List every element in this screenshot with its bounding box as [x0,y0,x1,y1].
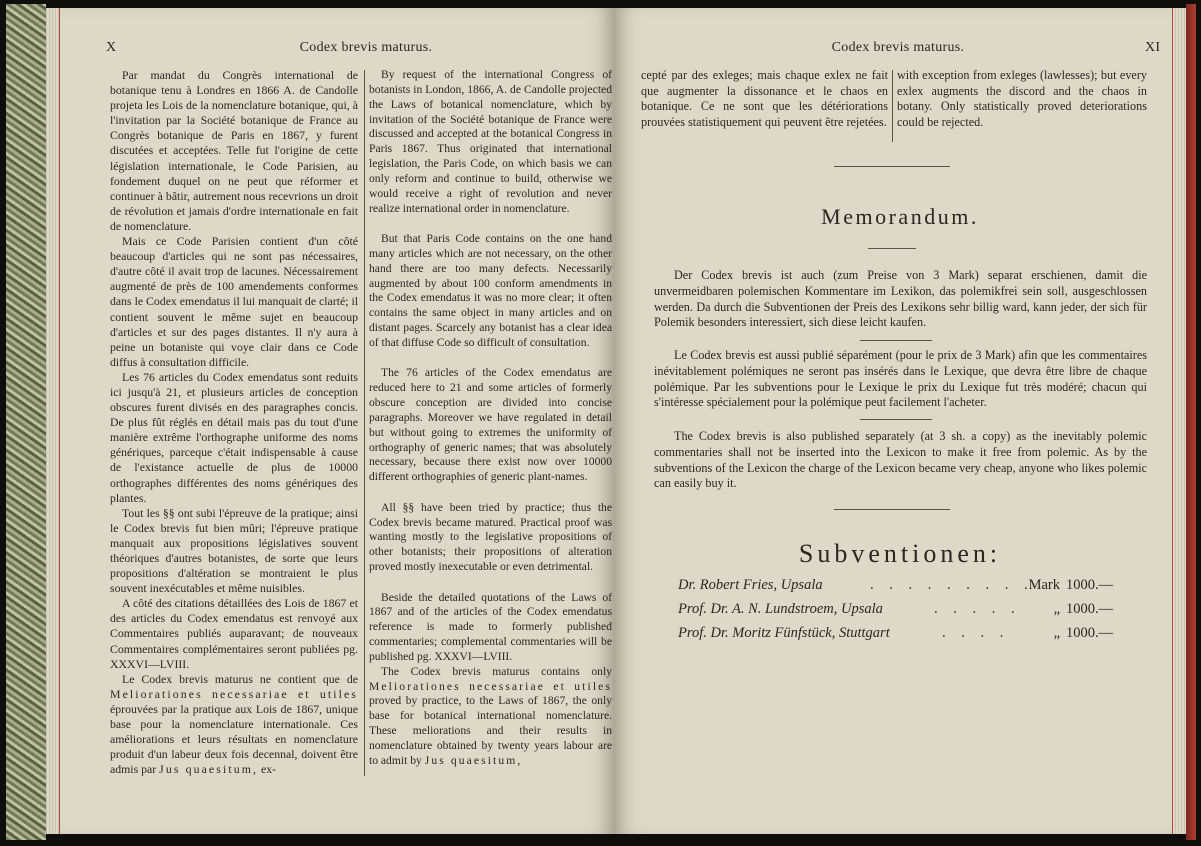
paragraph: cepté par des exleges; mais chaque exlex ne fait que augmenter la dissonance et le chaos en botanique. Ce ne sont que les détériorations prouvées statistiquement qui peuvent être rejetées. [641,68,888,129]
page-number-right: XI [1145,40,1161,55]
paragraph: The 76 articles of the Codex emendatus are reduced here to 21 and some articles of formerly obscure conception are divided into concise paragraphs. Moreover we have regulated in detail but without going to extremes the uniformity of orthography of generic names; that was absolutely necessary, because there exist now over 10000 different orthographies of generic plant-names. [369,366,612,484]
english-continuation [897,68,1147,130]
paragraph: Les 76 articles du Codex emendatus sont reduits ici jusqu'à 21, et plusieurs articles de conception obscures furent divisés en des paragraphes concis. De plus fût réglés en détail mais pas du tout d'une manière extrême l'orthographe uniforme des noms génériques, parceque c'était indispensable à cause de l'existance actuelle de plus de 10000 orthographes différentes des noms génériques des plantes. [110,369,358,505]
spaced-latin-phrase: Jus quaesitum, [424,753,523,767]
donor-row [678,577,1128,597]
paragraph: Par mandat du Congrès international de botanique tenu à Londres en 1866 A. de Candolle projeta les Lois de la nomenclature botanique, qui, à l'invitation par la Société botanique de France au Congrès botanique de Paris en 1867, y furent discutées et acceptées. Telle fut l'origine de cette législation internationale, le Code Parisien, au fondement duquel on ne peut que réformer et continuer à bâtir, autrement nous recevrions un droit de révolution et jamais d'ordre internationale en fait de nomenclature. [110,68,358,233]
section-rule [834,166,950,167]
column-divider [364,70,365,776]
running-head-right: Codex brevis maturus. [831,40,965,55]
page-edge [1172,8,1186,834]
paragraph-tail: éprouvées par la pratique aux Lois de 1867, unique base pour la nomenclature internationale. Ces améliorations et leurs résultats en nomenclature produit d'un labeur deux fois decennal, doivent être admis par [110,701,358,777]
paragraph: Tout les §§ ont subi l'épreuve de la pratique; ainsi le Codex brevis fut bien mûri; l'épreuve pratique manquait aux propositions législatives souvent théoriques d'autres botanistes, de sorte que leurs propositions d'altération se montraient le plus souvent inexécutables et même nuisibles. [110,505,358,596]
paragraph: By request of the international Congress of botanists in London, 1866, A. de Candolle projected the Laws of botanical nomenclature, which by invitation of the Société botanique de France were discussed and accepted at the botanical Congress in Paris 1867. Thus originated that international legislation, the Paris Code, on which basis we can only reform and continue to build, otherwise we would receive a right of revolution and never realize international order in nomenclature. [369,68,612,215]
paragraph [369,665,612,769]
donor-name: Prof. Dr. Moritz Fünfstück, Stuttgart [678,625,890,641]
paragraph: All §§ have been tried by practice; thus the Codex brevis became matured. Practical proof was wanting mostly to the legislative propositions of other botanists; their propositions of alteration proved mostly inexecutable or even detrimental. [369,500,612,574]
book-binding-right [1186,4,1196,840]
leader-dots: . . . . . [934,601,1021,617]
paragraph: Mais ce Code Parisien contient d'un côté beaucoup d'articles qui ne sont pas nécessaires, d'autre côté il avait trop de lacunes. Nécessairement augmenté de près de 100 amendements conformes dans le Codex emendatus il lui manquait de clarté; il contient souvent le même sujet en beaucoup d'articles et sur des pages distantes. Il n'y aura à peine un botaniste qui voye clair dans ce Code diffus à consultation difficile. [110,234,358,369]
subventionen-title: Subventionen: [798,539,1002,568]
donor-amount: 1000.— [1066,625,1114,641]
hyphenated-word: ex- [260,762,277,777]
donor-unit: „ [1053,625,1060,641]
donor-row [678,625,1128,645]
paragraph-tail: proved by practice, to the Laws of 1867, the only base for botanical international nomenclature. These meliorations and their results in nomenclature obtained by twenty years labour are to admit by [369,694,612,767]
french-column [110,68,358,777]
leader-dots: . . . . [942,625,1010,641]
spaced-latin-phrase: Jus quaesitum, [159,762,259,777]
donor-unit: „ [1053,601,1060,617]
page-edge [46,8,60,834]
donor-amount: 1000.— [1066,577,1114,593]
paragraph: with exception from exleges (lawlesses); but every exlex augments the discord and the chaos in botany. Only statistically proved deteriorations could be rejected. [897,68,1147,129]
memorandum-title: Memorandum. [821,204,979,229]
running-head-left: Codex brevis maturus. [299,40,433,55]
paragraph: But that Paris Code contains on the one hand many articles which are not necessary, on the other hand there are too many defects. Necessarily augmented by about 100 conform amendments in the Codex emendatus it was no more clear; it often contains the same object in many articles and on distant pages. Scarcely any botanist has a clear idea of that diffuse Code so difficult of consultation. [369,232,612,349]
section-rule [860,419,932,420]
leader-dots: . . . . . . . . . [870,577,1034,593]
donor-amount: 1000.— [1066,601,1114,617]
section-rule [834,509,950,510]
french-continuation [641,68,888,130]
memo-french: Le Codex brevis est aussi publié séparément (pour le prix de 3 Mark) afin que les commentaires inévitablement polémiques ne seront pas insérés dans le Lexique, que devra être libre de chaque polémique. Par les subventions pour le Lexique le prix du Lexique fut très modéré; chacun qui s'intéresse spécialement pour la polémique peut facilement l'acheter. [654,348,1147,410]
english-column [369,68,612,769]
donor-name: Dr. Robert Fries, Upsala [678,577,823,593]
column-divider [892,70,893,142]
section-rule [860,340,932,341]
section-rule [868,248,916,249]
donor-row [678,601,1128,621]
spaced-latin-phrase: Meliorationes necessariae et utiles [110,686,358,701]
paragraph [110,672,358,778]
page-number-left: X [106,40,117,55]
book-binding-left [6,4,46,840]
paragraph: A côté des citations détaillées des Lois de 1867 et des articles du Codex emendatus est renvoyé aux Commentaires publiés auparavant; de nouveaux Commentaires complémentaires seront publiées pg. XXXVI—LVIII. [110,596,358,671]
memo-english: The Codex brevis is also published separately (at 3 sh. a copy) as the inevitably polemic commentaries shall not be inserted into the Lexicon to make it free from polemic. As by the subventions of the Lexicon the charge of the Lexicon became very cheap, anyone who likes polemic can easily buy it. [654,429,1147,491]
paragraph: Beside the detailed quotations of the Laws of 1867 and of the articles of the Codex emendatus reference is made to formerly published commentaries; complemental commentaries will be published pg. XXXVI—LVIII. [369,590,612,663]
memo-german: Der Codex brevis ist auch (zum Preise von 3 Mark) separat erschienen, damit die unvermeidbaren polemischen Kommentare im Lexikon, das polemikfrei sein soll, ausgeschlossen werden. Da durch die Subventionen der Preis des Lexikons sehr billig ward, kann jeder, der sich für Polemik besonders interessiert, sich diese leicht kaufen. [654,268,1147,330]
right-page [614,8,1186,834]
spaced-latin-phrase: Meliorationes necessariae et utiles [369,679,612,693]
paragraph-start: The Codex brevis maturus contains only [381,664,612,678]
donor-unit: Mark [1028,577,1060,593]
donor-name: Prof. Dr. A. N. Lundstroem, Upsala [678,601,883,617]
paragraph-start: Le Codex brevis maturus ne contient que de [122,671,358,686]
